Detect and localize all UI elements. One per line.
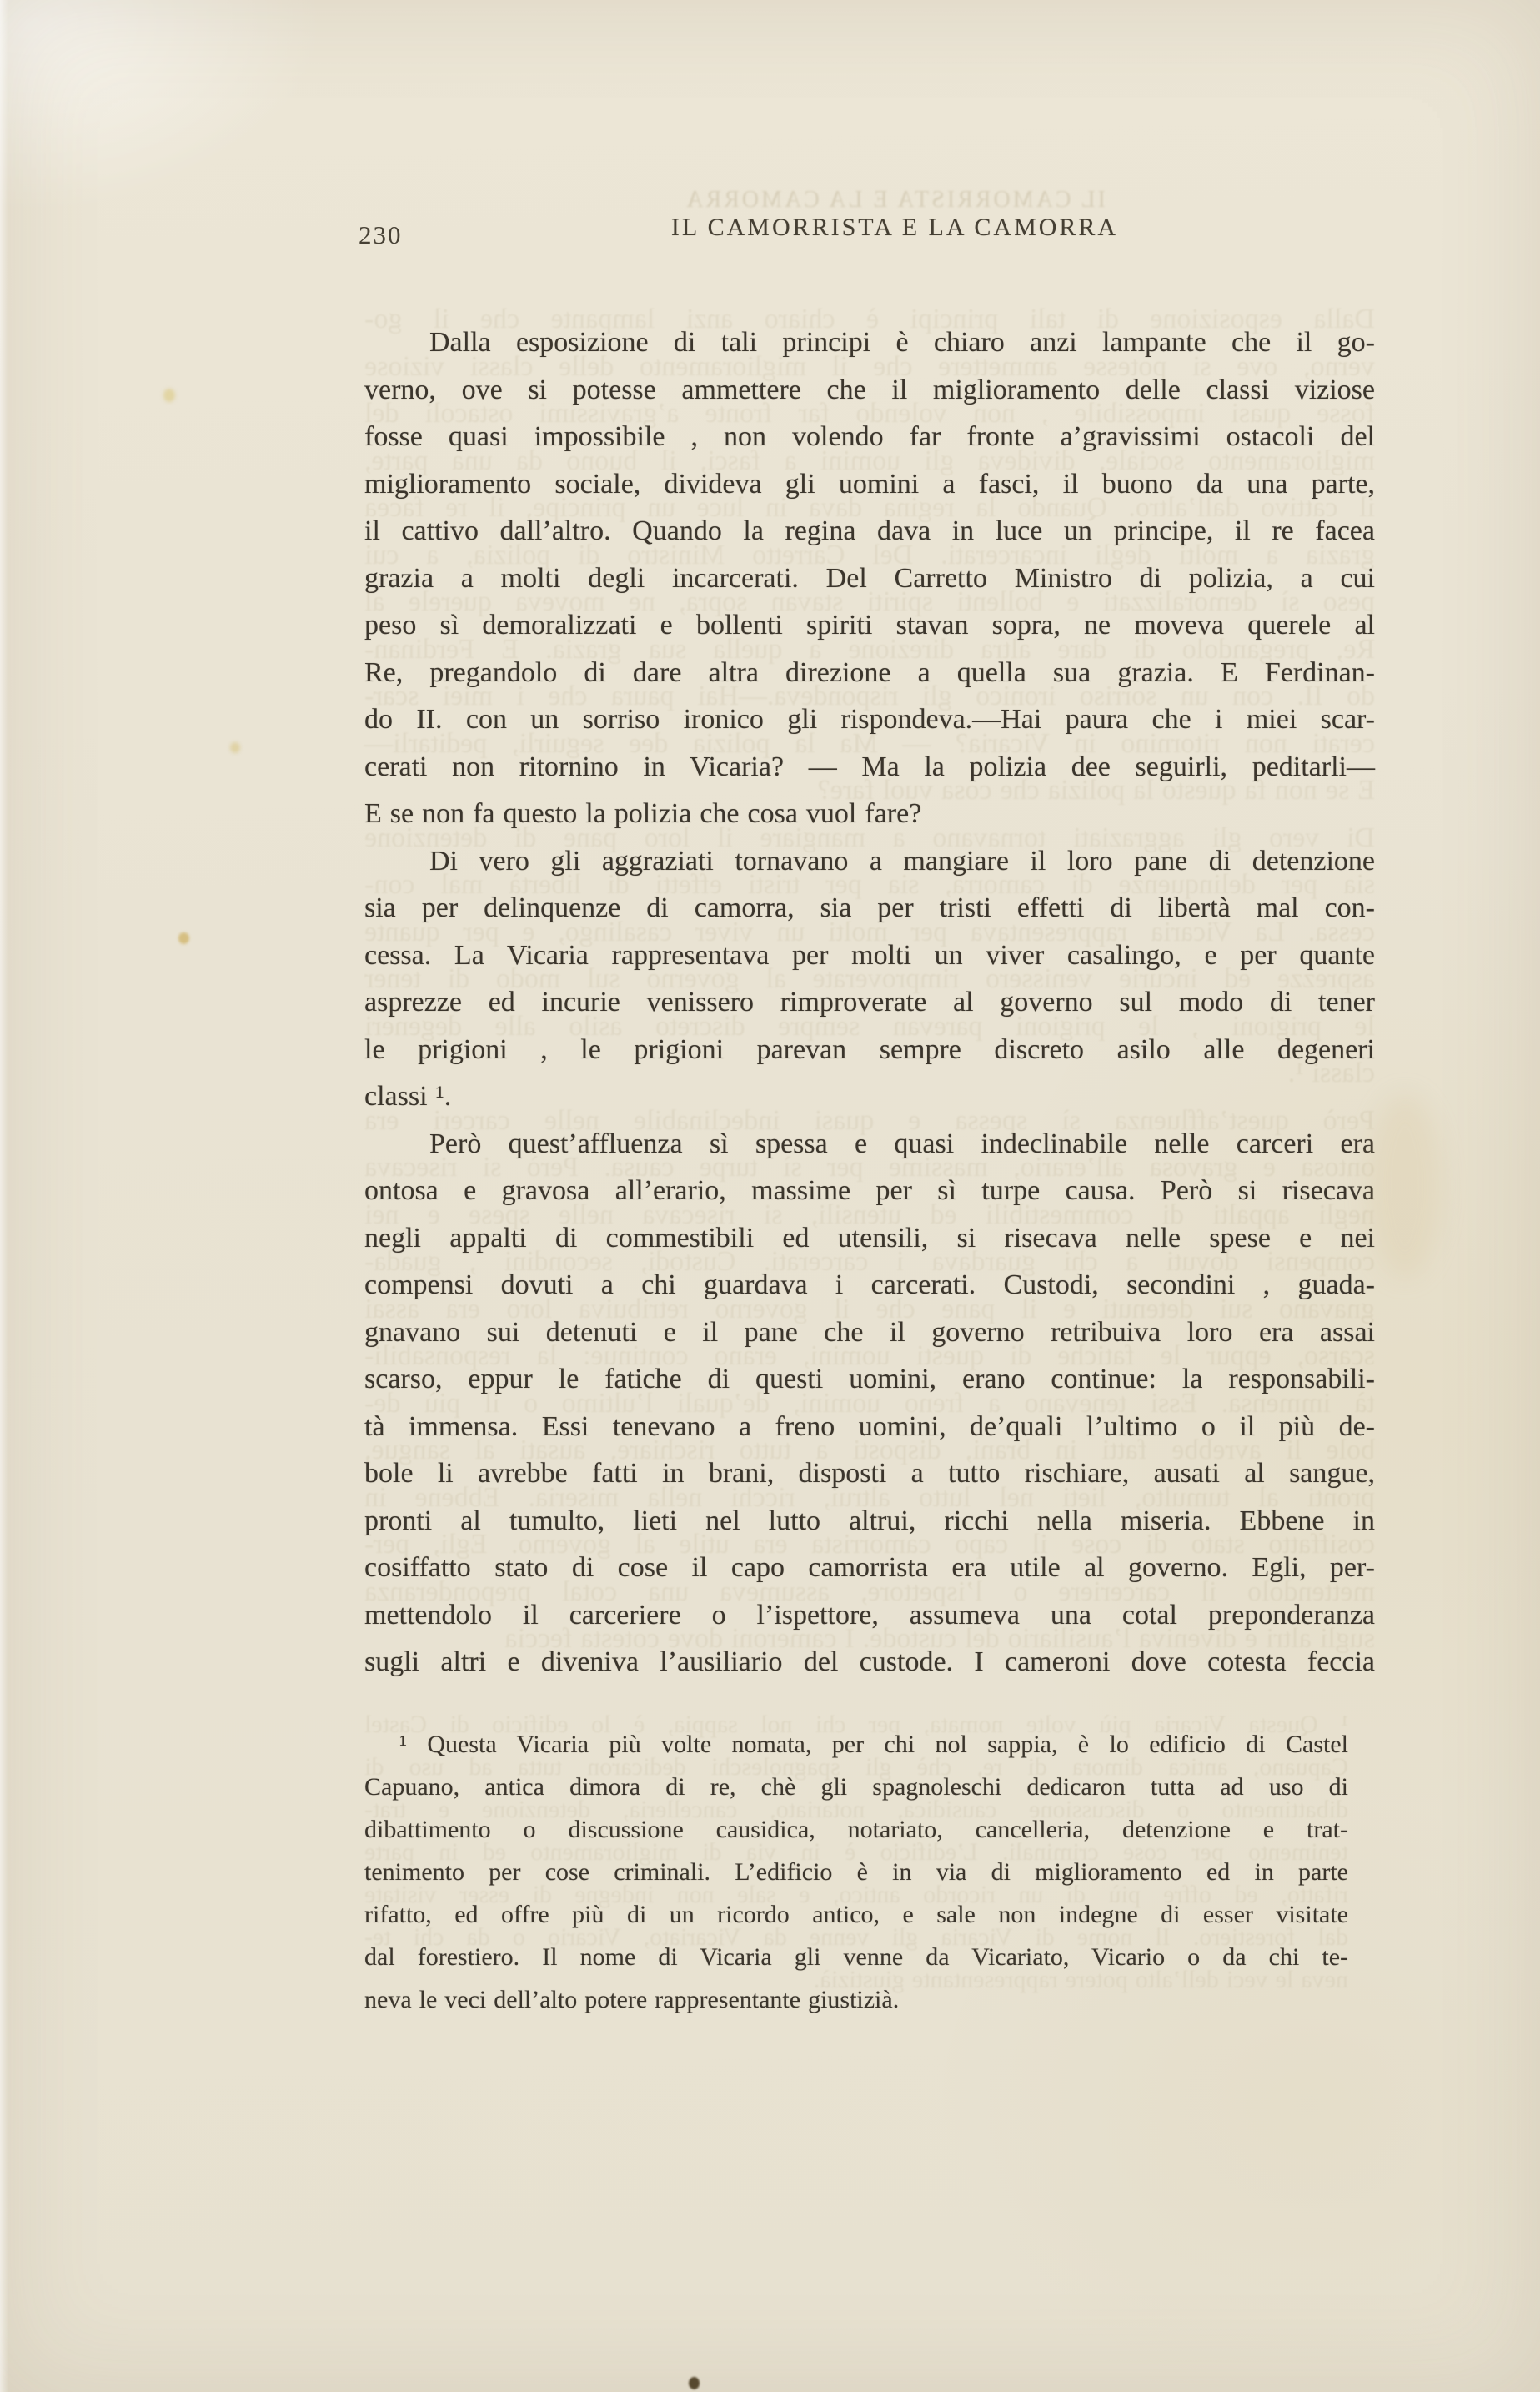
text-line: negli appalti di commestibili ed utensili, si risecava nelle spese e nei bbox=[364, 1222, 1375, 1254]
text-line: peso sì demoralizzati e bollenti spiriti stavan sopra, ne moveva querele al bbox=[364, 586, 1375, 617]
text-line: Di vero gli aggraziati tornavano a mangiare il loro pane di detenzione bbox=[429, 845, 1375, 877]
text-line: fosse quasi impossibile , non volendo far fronte a’gravissimi ostacoli del bbox=[364, 421, 1375, 452]
text-line: mettendolo il carceriere o l’ispettore, assumeva una cotal preponderanza bbox=[364, 1599, 1375, 1631]
text-line: asprezze ed incurie venissero rimproverate al governo sul modo di tener bbox=[364, 987, 1375, 1018]
text-line: compensi dovuti a chi guardava i carcerati. Custodi, secondini , guada- bbox=[364, 1269, 1375, 1300]
text-line: cosiffatto stato di cose il capo camorrista era utile al governo. Egli, per- bbox=[364, 1529, 1375, 1560]
page-header bbox=[359, 187, 1375, 250]
text-line: bole li avrebbe fatti in brani, disposti a tutto rischiare, ausati al sangue, bbox=[364, 1435, 1375, 1465]
text-line: miglioramento sociale, divideva gli uomini a fasci, il buono da una parte, bbox=[364, 445, 1375, 476]
text-line: rifatto, ed offre più di un ricordo antico, e sale non indegne di esser visitate bbox=[364, 1881, 1348, 1908]
text-line: ontosa e gravosa all’erario, massime per sì turpe causa. Però si risecava bbox=[364, 1152, 1375, 1183]
text-line: le prigioni , le prigioni parevan sempre discreto asilo alle degeneri bbox=[364, 1033, 1375, 1065]
text-line: classi ¹. bbox=[364, 1081, 452, 1112]
text-line: sia per delinquenze di camorra, sia per tristi effetti di libertà mal con- bbox=[364, 869, 1375, 900]
page-edge-highlight bbox=[0, 0, 8, 2392]
text-line: cessa. La Vicaria rappresentava per molti un viver casalingo, e per quante bbox=[364, 939, 1375, 971]
text-line: rifatto, ed offre più di un ricordo antico, e sale non indegne di esser visitate bbox=[364, 1901, 1348, 1928]
text-line: do II. con un sorriso ironico gli rispondeva.—Hai paura che i miei scar- bbox=[364, 681, 1375, 711]
text-line: ¹ Questa Vicaria più volte nomata, per chi nol sappia, è lo edificio di Castel bbox=[364, 1711, 1348, 1738]
paper-stain bbox=[163, 389, 175, 402]
text-line: dibattimento o discussione causidica, notariato, cancelleria, detenzione e trat- bbox=[364, 1796, 1348, 1823]
text-line: classi ¹. bbox=[1287, 1058, 1375, 1088]
text-line: il cattivo dall’altro. Quando la regina dava in luce un principe, il re facea bbox=[364, 492, 1375, 523]
paper-stain bbox=[230, 742, 240, 753]
text-line: Capuano, antica dimora di re, chè gli spagnoleschi dedicaron tutta ad uso di bbox=[364, 1753, 1348, 1781]
text-line: gnavano sui detenuti e il pane che il governo retribuiva loro era assai bbox=[364, 1316, 1375, 1348]
text-line: E se non fa questo la polizia che cosa vuol fare? bbox=[817, 775, 1375, 806]
text-line: tenimento per cose criminali. L’edificio è in via di miglioramento ed in parte bbox=[364, 1858, 1348, 1886]
text-line: tenimento per cose criminali. L’edificio è in via di miglioramento ed in parte bbox=[364, 1838, 1348, 1866]
text-line: do II. con un sorriso ironico gli rispondeva.—Hai paura che i miei scar- bbox=[364, 704, 1375, 735]
text-line: Re, pregandolo di dare altra direzione a quella sua grazia. E Ferdinan- bbox=[364, 656, 1375, 688]
ink-speck bbox=[689, 2377, 700, 2389]
text-line: Re, pregandolo di dare altra direzione a quella sua grazia. E Ferdinan- bbox=[364, 633, 1375, 665]
text-line: verno, ove si potesse ammettere che il miglioramento delle classi viziose bbox=[364, 350, 1375, 382]
paper-stain bbox=[178, 932, 189, 944]
text-line: Però quest’affluenza sì spessa e quasi indeclinabile nelle carceri era bbox=[429, 1128, 1375, 1159]
text-line: bole li avrebbe fatti in brani, disposti a tutto rischiare, ausati al sangue, bbox=[364, 1458, 1375, 1489]
text-line: sia per delinquenze di camorra, sia per tristi effetti di libertà mal con- bbox=[364, 892, 1375, 923]
text-line: gnavano sui detenuti e il pane che il governo retribuiva loro era assai bbox=[364, 1293, 1375, 1324]
text-line: il cattivo dall’altro. Quando la regina dava in luce un principe, il re facea bbox=[364, 515, 1375, 546]
page-number: 230 bbox=[359, 220, 403, 249]
text-line: negli appalti di commestibili ed utensili, si risecava nelle spese e nei bbox=[364, 1199, 1375, 1230]
text-line: peso sì demoralizzati e bollenti spiriti stavan sopra, ne moveva querele al bbox=[364, 610, 1375, 641]
text-line: pronti al tumulto, lieti nel lutto altrui, ricchi nella miseria. Ebbene in bbox=[364, 1505, 1375, 1536]
text-line: Però quest’affluenza sì spessa e quasi indeclinabile nelle carceri era bbox=[364, 1104, 1375, 1136]
text-line: le prigioni , le prigioni parevan sempre discreto asilo alle degeneri bbox=[364, 1010, 1375, 1042]
text-line: fosse quasi impossibile , non volendo far fronte a’gravissimi ostacoli del bbox=[364, 398, 1375, 429]
text-line: tà immensa. Essi tenevano a freno uomini, de’quali l’ultimo o il più de- bbox=[364, 1387, 1375, 1419]
paragraph-2 bbox=[364, 838, 1375, 1121]
text-line: E se non fa questo la polizia che cosa vuol fare? bbox=[364, 798, 922, 829]
text-line: cerati non ritornino in Vicaria? — Ma la polizia dee seguirli, peditarli— bbox=[364, 751, 1375, 782]
text-line: ¹ Questa Vicaria più volte nomata, per chi nol sappia, è lo edificio di Castel bbox=[399, 1731, 1348, 1758]
text-line: sugli altri e diveniva l’ausiliario del custode. I cameroni dove cotesta feccia bbox=[364, 1646, 1375, 1677]
text-line: dal forestiero. Il nome di Vicaria gli venne da Vicariato, Vicario o da chi te- bbox=[364, 1943, 1348, 1971]
text-line: pronti al tumulto, lieti nel lutto altrui, ricchi nella miseria. Ebbene in bbox=[364, 1481, 1375, 1513]
text-line: Dalla esposizione di tali principi è chiaro anzi lampante che il go- bbox=[364, 304, 1375, 334]
text-line: scarso, eppur le fatiche di questi uomini, erano continue: la responsabili- bbox=[364, 1364, 1375, 1394]
text-line: dal forestiero. Il nome di Vicaria gli venne da Vicariato, Vicario o da chi te- bbox=[364, 1923, 1348, 1951]
footnote-block bbox=[364, 1723, 1348, 2021]
text-line: tà immensa. Essi tenevano a freno uomini, de’quali l’ultimo o il più de- bbox=[364, 1410, 1375, 1442]
running-title: IL CAMORRISTA E LA CAMORRA bbox=[670, 214, 1119, 241]
text-line: grazia a molti degli incarcerati. Del Carretto Ministro di polizia, a cui bbox=[364, 562, 1375, 594]
text-line: Dalla esposizione di tali principi è chiaro anzi lampante che il go- bbox=[429, 327, 1375, 358]
paragraph-3 bbox=[364, 1121, 1375, 1686]
text-line: cosiffatto stato di cose il capo camorrista era utile al governo. Egli, per- bbox=[364, 1552, 1375, 1583]
text-line: neva le veci dell’alto potere rappresentante giustizià. bbox=[813, 1966, 1348, 1993]
text-line: grazia a molti degli incarcerati. Del Carretto Ministro di polizia, a cui bbox=[364, 539, 1375, 570]
text-line: mettendolo il carceriere o l’ispettore, assumeva una cotal preponderanza bbox=[364, 1575, 1375, 1607]
text-line: cessa. La Vicaria rappresentava per molti un viver casalingo, e per quante bbox=[364, 916, 1375, 947]
text-line: verno, ove si potesse ammettere che il miglioramento delle classi viziose bbox=[364, 374, 1375, 405]
paper-stain bbox=[1367, 1094, 1442, 1278]
text-line: asprezze ed incurie venissero rimproverate al governo sul modo di tener bbox=[364, 963, 1375, 994]
text-line: dibattimento o discussione causidica, notariato, cancelleria, detenzione e trat- bbox=[364, 1816, 1348, 1843]
text-line: Di vero gli aggraziati tornavano a mangiare il loro pane di detenzione bbox=[364, 822, 1375, 853]
bleed-through-title: IL CAMORRISTA E LA CAMORRA bbox=[684, 187, 1106, 213]
text-line: compensi dovuti a chi guardava i carcerati. Custodi, secondini , guada- bbox=[364, 1246, 1375, 1277]
text-line: neva le veci dell’alto potere rappresentante giustizià. bbox=[364, 1986, 900, 2013]
text-line: Capuano, antica dimora di re, chè gli spagnoleschi dedicaron tutta ad uso di bbox=[364, 1773, 1348, 1801]
text-line: ontosa e gravosa all’erario, massime per sì turpe causa. Però si risecava bbox=[364, 1175, 1375, 1206]
text-line: scarso, eppur le fatiche di questi uomini, erano continue: la responsabili- bbox=[364, 1340, 1375, 1371]
paragraph-1 bbox=[364, 319, 1375, 838]
text-line: cerati non ritornino in Vicaria? — Ma la polizia dee seguirli, peditarli— bbox=[364, 727, 1375, 759]
text-line: miglioramento sociale, divideva gli uomini a fasci, il buono da una parte, bbox=[364, 468, 1375, 500]
text-line: sugli altri e diveniva l’ausiliario del custode. I cameroni dove cotesta feccia bbox=[504, 1623, 1375, 1654]
body-text-block bbox=[364, 319, 1375, 1686]
